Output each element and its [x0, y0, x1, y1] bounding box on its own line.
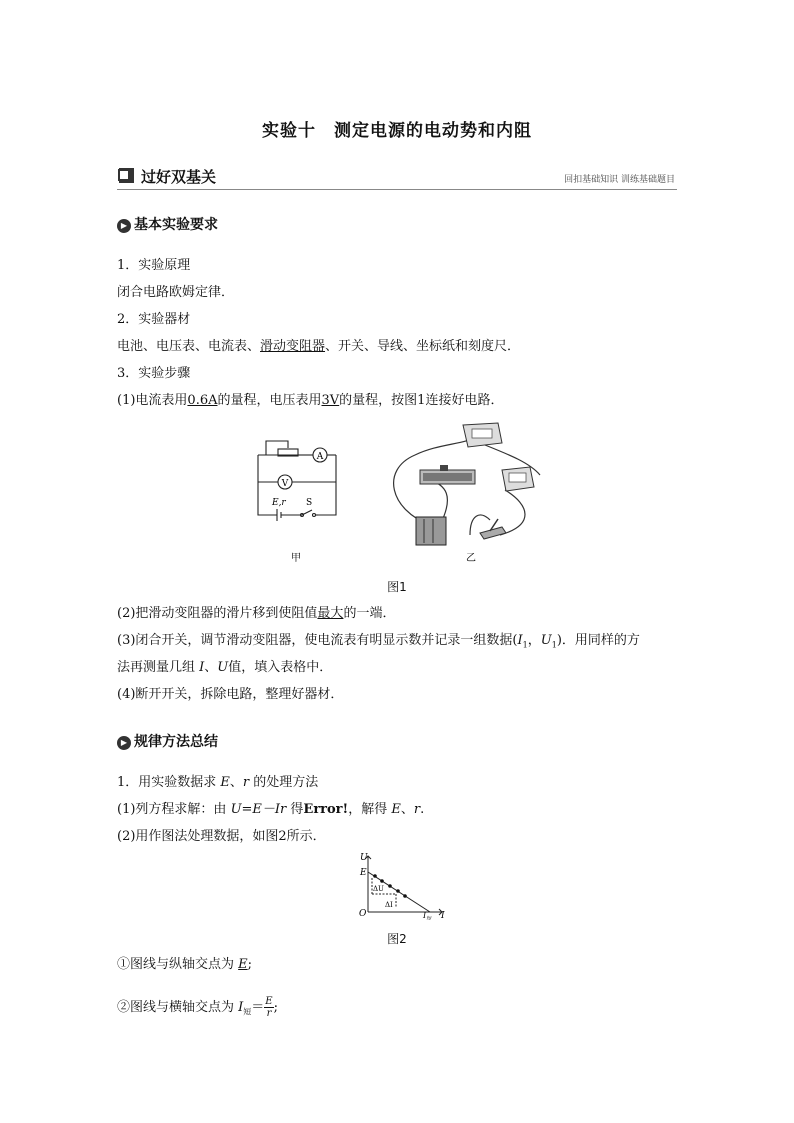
method-1: (1)列方程求解：由 U=E－Ir 得Error!，解得 E、r.: [117, 802, 425, 817]
figure-1-caption: 图1: [387, 580, 407, 594]
figure-2: [350, 850, 450, 920]
step-2: (2)把滑动变阻器的滑片移到使阻值最大的一端．: [117, 606, 396, 621]
heading-principle: 1．实验原理: [117, 258, 191, 273]
circuit-diagram: [258, 441, 336, 521]
section-heading-1: [117, 214, 218, 234]
section-heading-label: 基本实验要求: [134, 217, 218, 233]
section-band: [117, 164, 677, 190]
band-label: 过好双基关: [141, 168, 217, 186]
u-axis-label: U: [360, 853, 368, 863]
heading-steps: 3．实验步骤: [117, 366, 191, 381]
section-heading-label: 规律方法总结: [134, 734, 218, 750]
meter-v-label: V: [281, 479, 289, 489]
play-icon: ▶: [117, 219, 131, 233]
play-icon: ▶: [117, 736, 131, 750]
switch-label: S: [306, 498, 313, 508]
figure-2-caption: 图2: [387, 932, 407, 946]
text-principle: 闭合电路欧姆定律．: [117, 285, 235, 300]
step-1: (1)电流表用0.6A的量程，电压表用3V的量程，按图1连接好电路．: [117, 393, 504, 408]
step-4: (4)断开开关，拆除电路，整理好器材．: [117, 687, 344, 702]
square-icon: [119, 168, 134, 183]
meter-a-label: A: [316, 452, 324, 462]
band-subtitle: 回扣基础知识 训练基础题目: [564, 175, 675, 185]
conclusion-2: ②图线与横轴交点为 $I_短=$ $\frac{E}{r}$ ;: [117, 996, 278, 1019]
apparatus-illustration: [394, 423, 540, 545]
delta-u-label: ΔU: [373, 885, 384, 893]
battery-icon: [416, 517, 446, 545]
text-equipment: 电池、电压表、电流表、滑动变阻器、开关、导线、坐标纸和刻度尺．: [117, 339, 521, 354]
step-3: (3)闭合开关，调节滑动变阻器，使电流表有明显示数并记录一组数据($I_1$，$U_1$)．用同样的方: [117, 633, 640, 650]
page-title: 实验十 测定电源的电动势和内阻: [262, 121, 532, 141]
delta-i-label: ΔI: [385, 901, 393, 909]
figure-1: [240, 415, 560, 565]
e-label: E: [360, 868, 367, 878]
section-heading-2: [117, 731, 218, 751]
ishort-label: $I_短$: [423, 911, 432, 920]
battery-label: E,r: [272, 498, 286, 508]
heading-equipment: 2．实验器材: [117, 312, 191, 327]
label-yi: 乙: [466, 553, 476, 564]
method-heading: 1．用实验数据求 E、r 的处理方法: [117, 775, 319, 790]
method-2: (2)用作图法处理数据，如图2所示．: [117, 829, 326, 844]
i-axis-label: I: [441, 911, 445, 920]
switch-icon: [480, 527, 506, 539]
conclusion-1: ①图线与纵轴交点为 E;: [117, 957, 253, 972]
step-3-cont: 法再测量几组 I、U值，填入表格中．: [117, 660, 333, 675]
fraction-e-over-r: $\frac{E}{r}$: [265, 996, 273, 1019]
divider: [117, 189, 677, 190]
origin-label: O: [359, 909, 367, 919]
label-jia: 甲: [291, 553, 301, 564]
